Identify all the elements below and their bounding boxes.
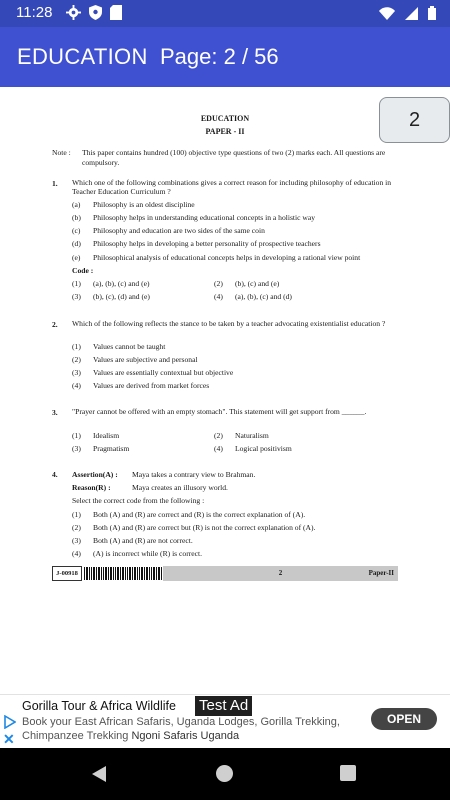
- battery-icon: [428, 6, 436, 25]
- signal-icon: [405, 7, 418, 25]
- footer-paper-label: Paper-II: [368, 569, 394, 577]
- question-text: Which of the following reflects the stance to be taken by a teacher advocating existentialist education ?: [72, 319, 386, 328]
- doc-subheading: PAPER - II: [205, 127, 245, 136]
- close-icon[interactable]: ✕: [3, 731, 15, 747]
- option: (c) Philosophy and education are two sides of the same coin: [72, 226, 265, 235]
- code-option: (3) (b), (c), (d) and (e): [72, 292, 150, 301]
- code-option: (4) (a), (b), (c) and (d): [214, 292, 292, 301]
- option: (3) Values are essentially contextual but objective: [72, 368, 234, 377]
- option: (4) (A) is incorrect while (R) is correct.: [72, 549, 203, 558]
- question-number: 4.: [52, 470, 58, 479]
- page-indicator: Page: 2 / 56: [160, 44, 279, 69]
- option: (1) Both (A) and (R) are correct and (R) is the correct explanation of (A).: [72, 510, 306, 519]
- status-icons-right: [379, 6, 436, 25]
- app-title: EDUCATION: [17, 44, 148, 69]
- status-time: 11:28: [16, 4, 53, 21]
- option: (2) Naturalism: [214, 431, 269, 440]
- ad-banner[interactable]: [0, 694, 450, 748]
- option: (a) Philosophy is an oldest discipline: [72, 200, 195, 209]
- question-number: 1.: [52, 179, 58, 188]
- question-text: Which one of the following combinations gives a correct reason for including philosophy of education in Teacher Education Curriculum ?: [72, 178, 392, 196]
- gear-icon: [66, 5, 81, 25]
- back-icon[interactable]: [90, 764, 108, 789]
- ad-description: Book your East African Safaris, Uganda Lodges, Gorilla Trekking, Chimpanzee Trekking Ngoni Safaris Uganda: [22, 716, 340, 742]
- option: (1) Idealism: [72, 431, 120, 440]
- paper-code: J-00918: [52, 566, 82, 581]
- code-option: (1) (a), (b), (c) and (e): [72, 279, 150, 288]
- status-bar: [0, 0, 450, 27]
- option: (2) Both (A) and (R) are correct but (R) is not the correct explanation of (A).: [72, 523, 316, 532]
- ad-title[interactable]: Gorilla Tour & Africa Wildlife: [22, 699, 176, 713]
- sd-card-icon: [110, 5, 122, 25]
- assertion: Assertion(A) : Maya takes a contrary view to Brahman.: [72, 470, 256, 479]
- doc-heading: EDUCATION: [200, 114, 250, 123]
- page-number-badge: 2: [379, 97, 450, 143]
- select-instruction: Select the correct code from the following :: [72, 496, 205, 505]
- system-nav-bar: [0, 748, 450, 800]
- option: (b) Philosophy helps in understanding educational concepts in a holistic way: [72, 213, 316, 222]
- recents-icon[interactable]: [340, 765, 356, 781]
- barcode-icon: [83, 566, 163, 581]
- option: (1) Values cannot be taught: [72, 342, 166, 351]
- status-icons-left: [66, 5, 122, 25]
- page-footer: [52, 566, 398, 581]
- question-number: 2.: [52, 320, 58, 329]
- footer-bar: [163, 566, 398, 581]
- option: (3) Both (A) and (R) are not correct.: [72, 536, 193, 545]
- question-number: 3.: [52, 408, 58, 417]
- option: (e) Philosophical analysis of educational concepts helps in developing a rational view point: [72, 253, 361, 262]
- note-label: Note :: [52, 148, 71, 157]
- option: (3) Pragmatism: [72, 444, 130, 453]
- home-icon[interactable]: [216, 765, 233, 782]
- code-option: (2) (b), (c) and (e): [214, 279, 280, 288]
- option: (4) Logical positivism: [214, 444, 292, 453]
- ad-test-tag: Test Ad: [195, 696, 252, 716]
- option: (d) Philosophy helps in developing a better personality of prospective teachers: [72, 239, 321, 248]
- footer-page-number: 2: [278, 569, 283, 577]
- ad-open-button[interactable]: OPEN: [371, 708, 437, 730]
- code-label: Code :: [72, 266, 94, 275]
- note-text: This paper contains hundred (100) objective type questions of two (2) marks each. All questions are compulsory.: [82, 148, 386, 167]
- reason: Reason(R) : Maya creates an illusory world.: [72, 483, 228, 492]
- wifi-icon: [379, 7, 395, 25]
- option: (4) Values are derived from market forces: [72, 381, 210, 390]
- shield-icon: [89, 5, 102, 25]
- option: (2) Values are subjective and personal: [72, 355, 198, 364]
- app-bar: [0, 27, 450, 87]
- question-text: "Prayer cannot be offered with an empty stomach". This statement will get support from ______.: [72, 407, 367, 416]
